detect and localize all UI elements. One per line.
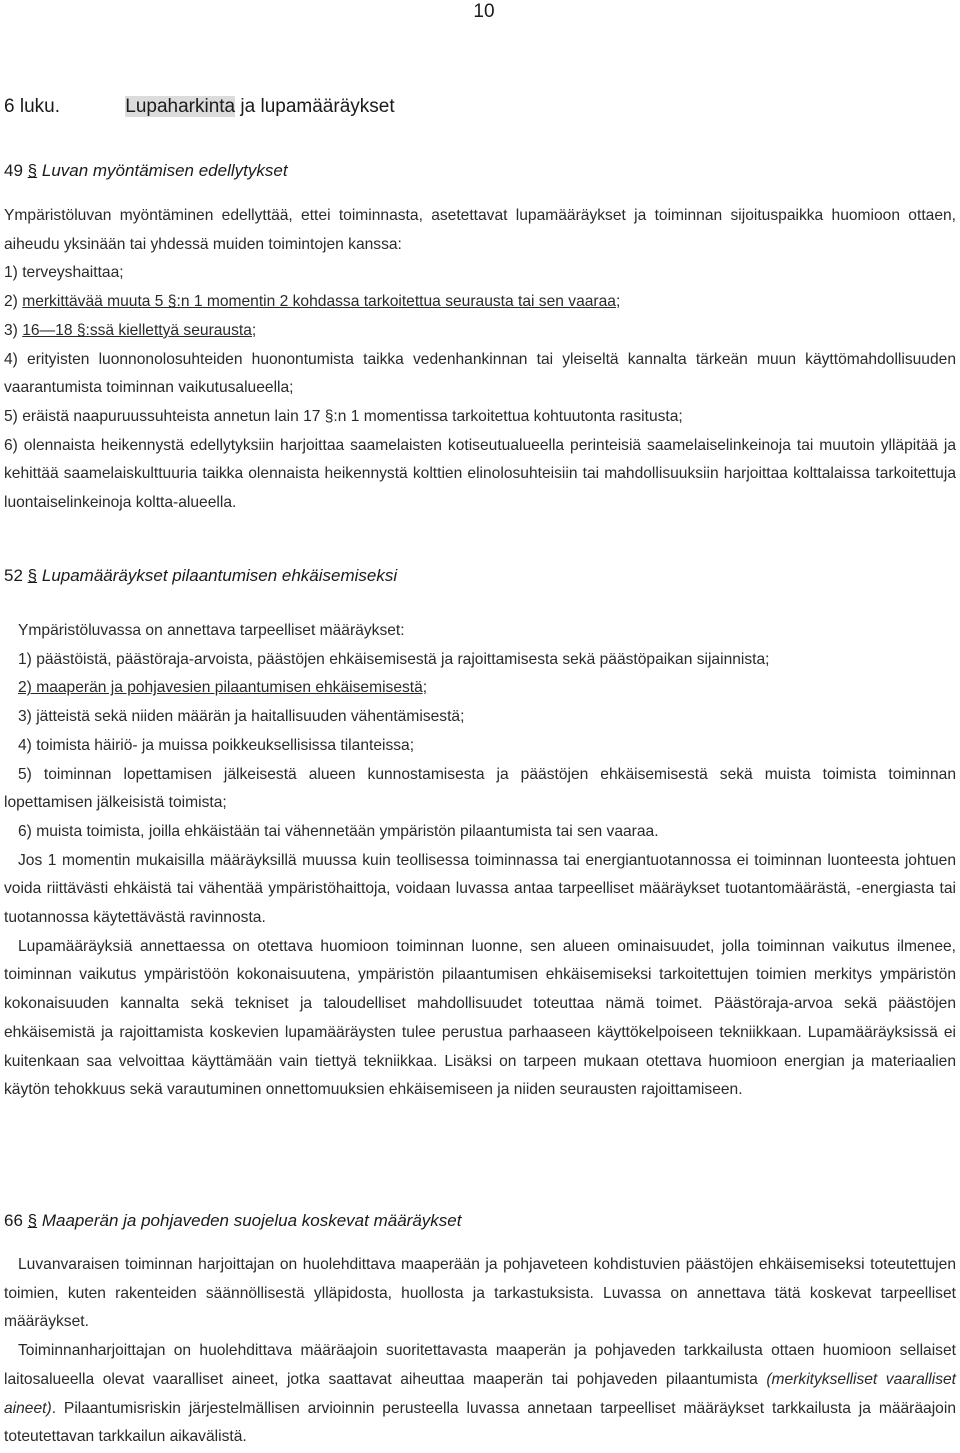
list-item: 4) toimista häiriö- ja muissa poikkeuksellisissa tilanteissa; [18,736,415,754]
list-item: 4) erityisten luonnonolosuhteiden huonontumista taikka vedenhankinnan tai yleiseltä kannalta tärkeän muun käyttömahdollisuuden vaarantumista toiminnan vaikutusalueella; [4,350,956,397]
section-symbol: § [27,1211,38,1230]
text-run: . Pilaantumisriskin järjestelmällisen arvioinnin perusteella luvassa annetaan tarpeelliset määräykset tarkkailusta ja määräajoin toteutettavan tarkkailun aikavälistä. [4,1399,956,1446]
list-item: 5) eräistä naapuruussuhteista annetun lain 17 §:n 1 momentissa tarkoitettua kohtuutonta rasitusta; [4,407,683,425]
underlined-text: 16—18 §:ssä kiellettyä seurausta [22,321,252,339]
list-item: 1) päästöistä, päästöraja-arvoista, päästöjen ehkäisemisestä ja rajoittamisesta sekä päästöpaikan sijainnista; [18,650,770,668]
paragraph: Ympäristöluvassa on annettava tarpeelliset määräykset: [18,622,405,639]
section-49-heading [4,160,288,182]
item-suffix: ; [251,321,257,339]
paragraph: Luvanvaraisen toiminnan harjoittajan on huolehdittava maaperään ja pohjaveteen kohdistuvien päästöjen ehkäisemiseksi toteutettujen toimien, kuten rakenteiden säännöllisestä ylläpidosta, huollosta ja tarkastuksista. Luvassa on annettava tätä koskevat tarpeelliset määräykset. [4,1256,956,1331]
section-number: 66 [4,1211,23,1230]
paragraph: Ympäristöluvan myöntäminen edellyttää, ettei toiminnasta, asetettavat lupamääräykset ja toiminnan sijoituspaikka huomioon ottaen, aiheudu yksinään tai yhdessä muiden toimintojen kanssa: [4,207,956,253]
chapter-title-highlight: Lupaharkinta [125,96,236,117]
paragraph: Lupamääräyksiä annettaessa on otettava huomioon toiminnan luonne, sen alueen ominaisuudet, jolla toiminnan vaikutus ilmenee, toiminnan vaikutus ympäristöön kokonaisuutena, ympäristön pilaantumisen ehkäisemiseksi tarkoitettujen toimien merkitys ympäristön kokonaisuuden kannalta sekä tekniset ja taloudelliset mahdollisuudet toteuttaa nämä toimet. Päästöraja-arvoa sekä päästöjen ehkäisemistä ja rajoittamista koskevien lupamääräysten tulee perustua parhaaseen käyttökelpoiseen tekniikkaan. Lupamääräyksissä ei kuitenkaan saa velvoittaa käyttämään vain tiettyä tekniikkaa. Lisäksi on tarpeen mukaan otettava huomioon energian ja materiaalien käytön tehokkuus sekä varautuminen onnettomuuksien ehkäisemiseen ja niiden seurausten rajoittamiseen. [4,937,956,1099]
section-title: Luvan myöntämisen edellytykset [41,161,288,180]
chapter-title [125,96,394,117]
paragraph: Jos 1 momentin mukaisilla määräyksillä muussa kuin teollisessa toiminnassa tai energiantuotannossa ei toiminnan luonteesta johtuen voida riittävästi ehkäistä tai vähentää ympäristöhaittoja, voidaan luvassa antaa tarpeelliset määräykset tuotantomäärästä, -energiasta tai tuotannossa käytettävästä ravinnosta. [4,851,956,927]
list-item [4,674,956,703]
text-run: Toiminnanharjoittajan on huolehdittava määräajoin suoritettavasta maaperän ja pohjaveden tarkkailusta ottaen huomioon sellaiset laitosalueella olevat vaaralliset aineet, jotka saattavat aiheuttaa maaperän tai pohjaveden pilaantumista [4,1342,956,1388]
section-66-body [4,1251,956,1452]
section-symbol: § [27,566,38,585]
paragraph [4,1337,956,1452]
page-number: 10 [473,1,495,22]
section-number: 49 [4,161,23,180]
list-item: 6) muista toimista, joilla ehkäistään tai vähennetään ympäristön pilaantumista tai sen vaaraa. [18,822,659,840]
list-item: 1) terveyshaittaa; [4,264,124,282]
section-title: Lupamääräykset pilaantumisen ehkäisemiseksi [41,566,398,585]
section-66-heading [4,1210,461,1232]
section-number: 52 [4,566,23,585]
list-item: 6) olennaista heikennystä edellytyksiin harjoittaa saamelaisten kotiseutualueella perinteisiä saamelaiselinkeinoja tai muutoin ylläpitää ja kehittää saamelaiskulttuuria taikka olennaista heikennystä kolttien elinolosuhteisiin tai mahdollisuuksiin harjoittaa kolttalaissa tarkoitettuja luontaiselinkeinoja koltta-alueella. [4,436,956,512]
section-symbol: § [27,161,38,180]
chapter-heading [4,95,395,119]
section-49-body [4,202,956,518]
section-52-body [4,617,956,1105]
item-suffix: ; [615,293,621,311]
item-prefix: 2) [4,293,23,311]
list-item: 5) toiminnan lopettamisen jälkeisestä alueen kunnostamisesta ja päästöjen ehkäisemisestä sekä muista toimista toiminnan lopettamisen jälkeisistä toimista; [4,765,956,812]
chapter-number: 6 luku. [4,96,60,117]
list-item: 3) jätteistä sekä niiden määrän ja haitallisuuden vähentämisestä; [18,708,465,726]
italic-text: (merkitykselliset vaaralliset aineet) [4,1370,957,1417]
list-item [4,317,956,346]
section-title: Maaperän ja pohjaveden suojelua koskevat määräykset [41,1211,462,1230]
list-item [4,288,956,317]
underlined-text: 2) maaperän ja pohjavesien pilaantumisen ehkäisemisestä; [18,679,428,697]
item-prefix: 3) [4,321,23,339]
chapter-title-rest: ja lupamääräykset [235,96,395,117]
section-52-heading [4,565,397,587]
underlined-text: merkittävää muuta 5 §:n 1 momentin 2 kohdassa tarkoitettua seurausta tai sen vaaraa [22,293,616,311]
